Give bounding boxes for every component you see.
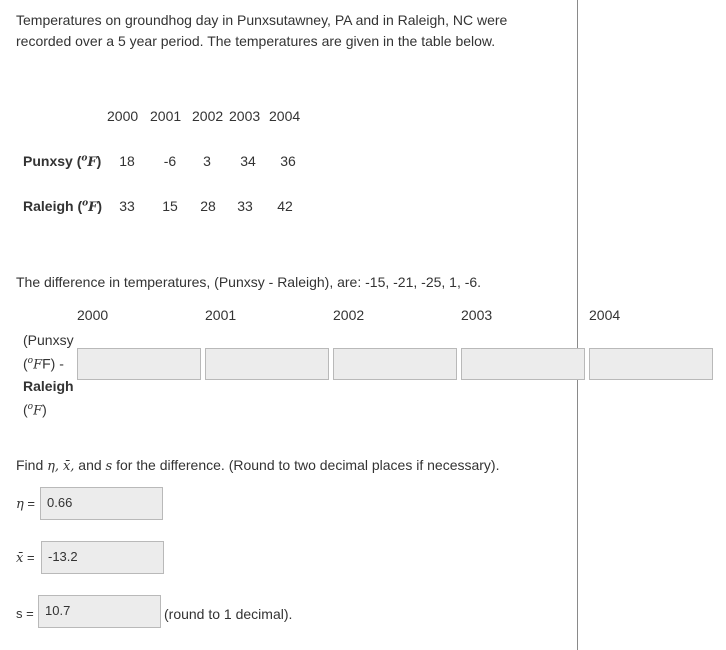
table-cell: 34: [240, 153, 256, 169]
s-round-note: (round to 1 decimal).: [164, 606, 293, 622]
vertical-divider: [577, 0, 578, 650]
difference-text: The difference in temperatures, (Punxsy - Raleigh), are: -15, -21, -25, 1, -6.: [16, 274, 482, 290]
diff-input-2003[interactable]: [461, 348, 585, 380]
row-label-punxsy: Punxsy ($^o$F): [23, 153, 102, 170]
diff-year-header: 2004: [589, 307, 621, 323]
table-cell: 36: [280, 153, 296, 169]
diff-year-header: 2000: [77, 307, 109, 323]
diff-row-label: (Punxsy ($^o$FF) - Raleigh ($^o$F): [23, 332, 74, 419]
year-header: 2004: [269, 108, 301, 124]
year-header: 2003: [229, 108, 261, 124]
s-label: s =: [16, 606, 34, 621]
diff-year-header: 2002: [333, 307, 365, 323]
diff-input-2001[interactable]: [205, 348, 329, 380]
diff-year-header: 2003: [461, 307, 493, 323]
table-cell: -6: [163, 153, 177, 169]
diff-input-2000[interactable]: [77, 348, 201, 380]
eta-label: η =: [16, 496, 36, 512]
table-cell: 15: [162, 198, 178, 214]
row-label-raleigh: Raleigh ($^o$F): [23, 198, 103, 215]
year-header: 2000: [107, 108, 139, 124]
diff-input-2004[interactable]: [589, 348, 713, 380]
xbar-input[interactable]: -13.2: [41, 541, 164, 574]
s-input[interactable]: 10.7: [38, 595, 161, 628]
year-header: 2002: [192, 108, 224, 124]
eta-input[interactable]: 0.66: [40, 487, 163, 520]
table-cell: 28: [200, 198, 216, 214]
problem-intro: Temperatures on groundhog day in Punxsutawney, PA and in Raleigh, NC were recorded over a 5 year period. The temperatures are given in the table below.: [16, 12, 508, 49]
table-cell: 18: [119, 153, 135, 169]
table-cell: 3: [203, 153, 211, 169]
table-cell: 33: [237, 198, 253, 214]
xbar-label: x̄ =: [16, 550, 35, 566]
table-cell: 42: [277, 198, 293, 214]
table-cell: 33: [119, 198, 135, 214]
find-instructions: Find η, x̄, and s for the difference. (Round to two decimal places if necessary).: [16, 457, 500, 474]
year-header: 2001: [150, 108, 182, 124]
diff-input-2002[interactable]: [333, 348, 457, 380]
diff-year-header: 2001: [205, 307, 237, 323]
